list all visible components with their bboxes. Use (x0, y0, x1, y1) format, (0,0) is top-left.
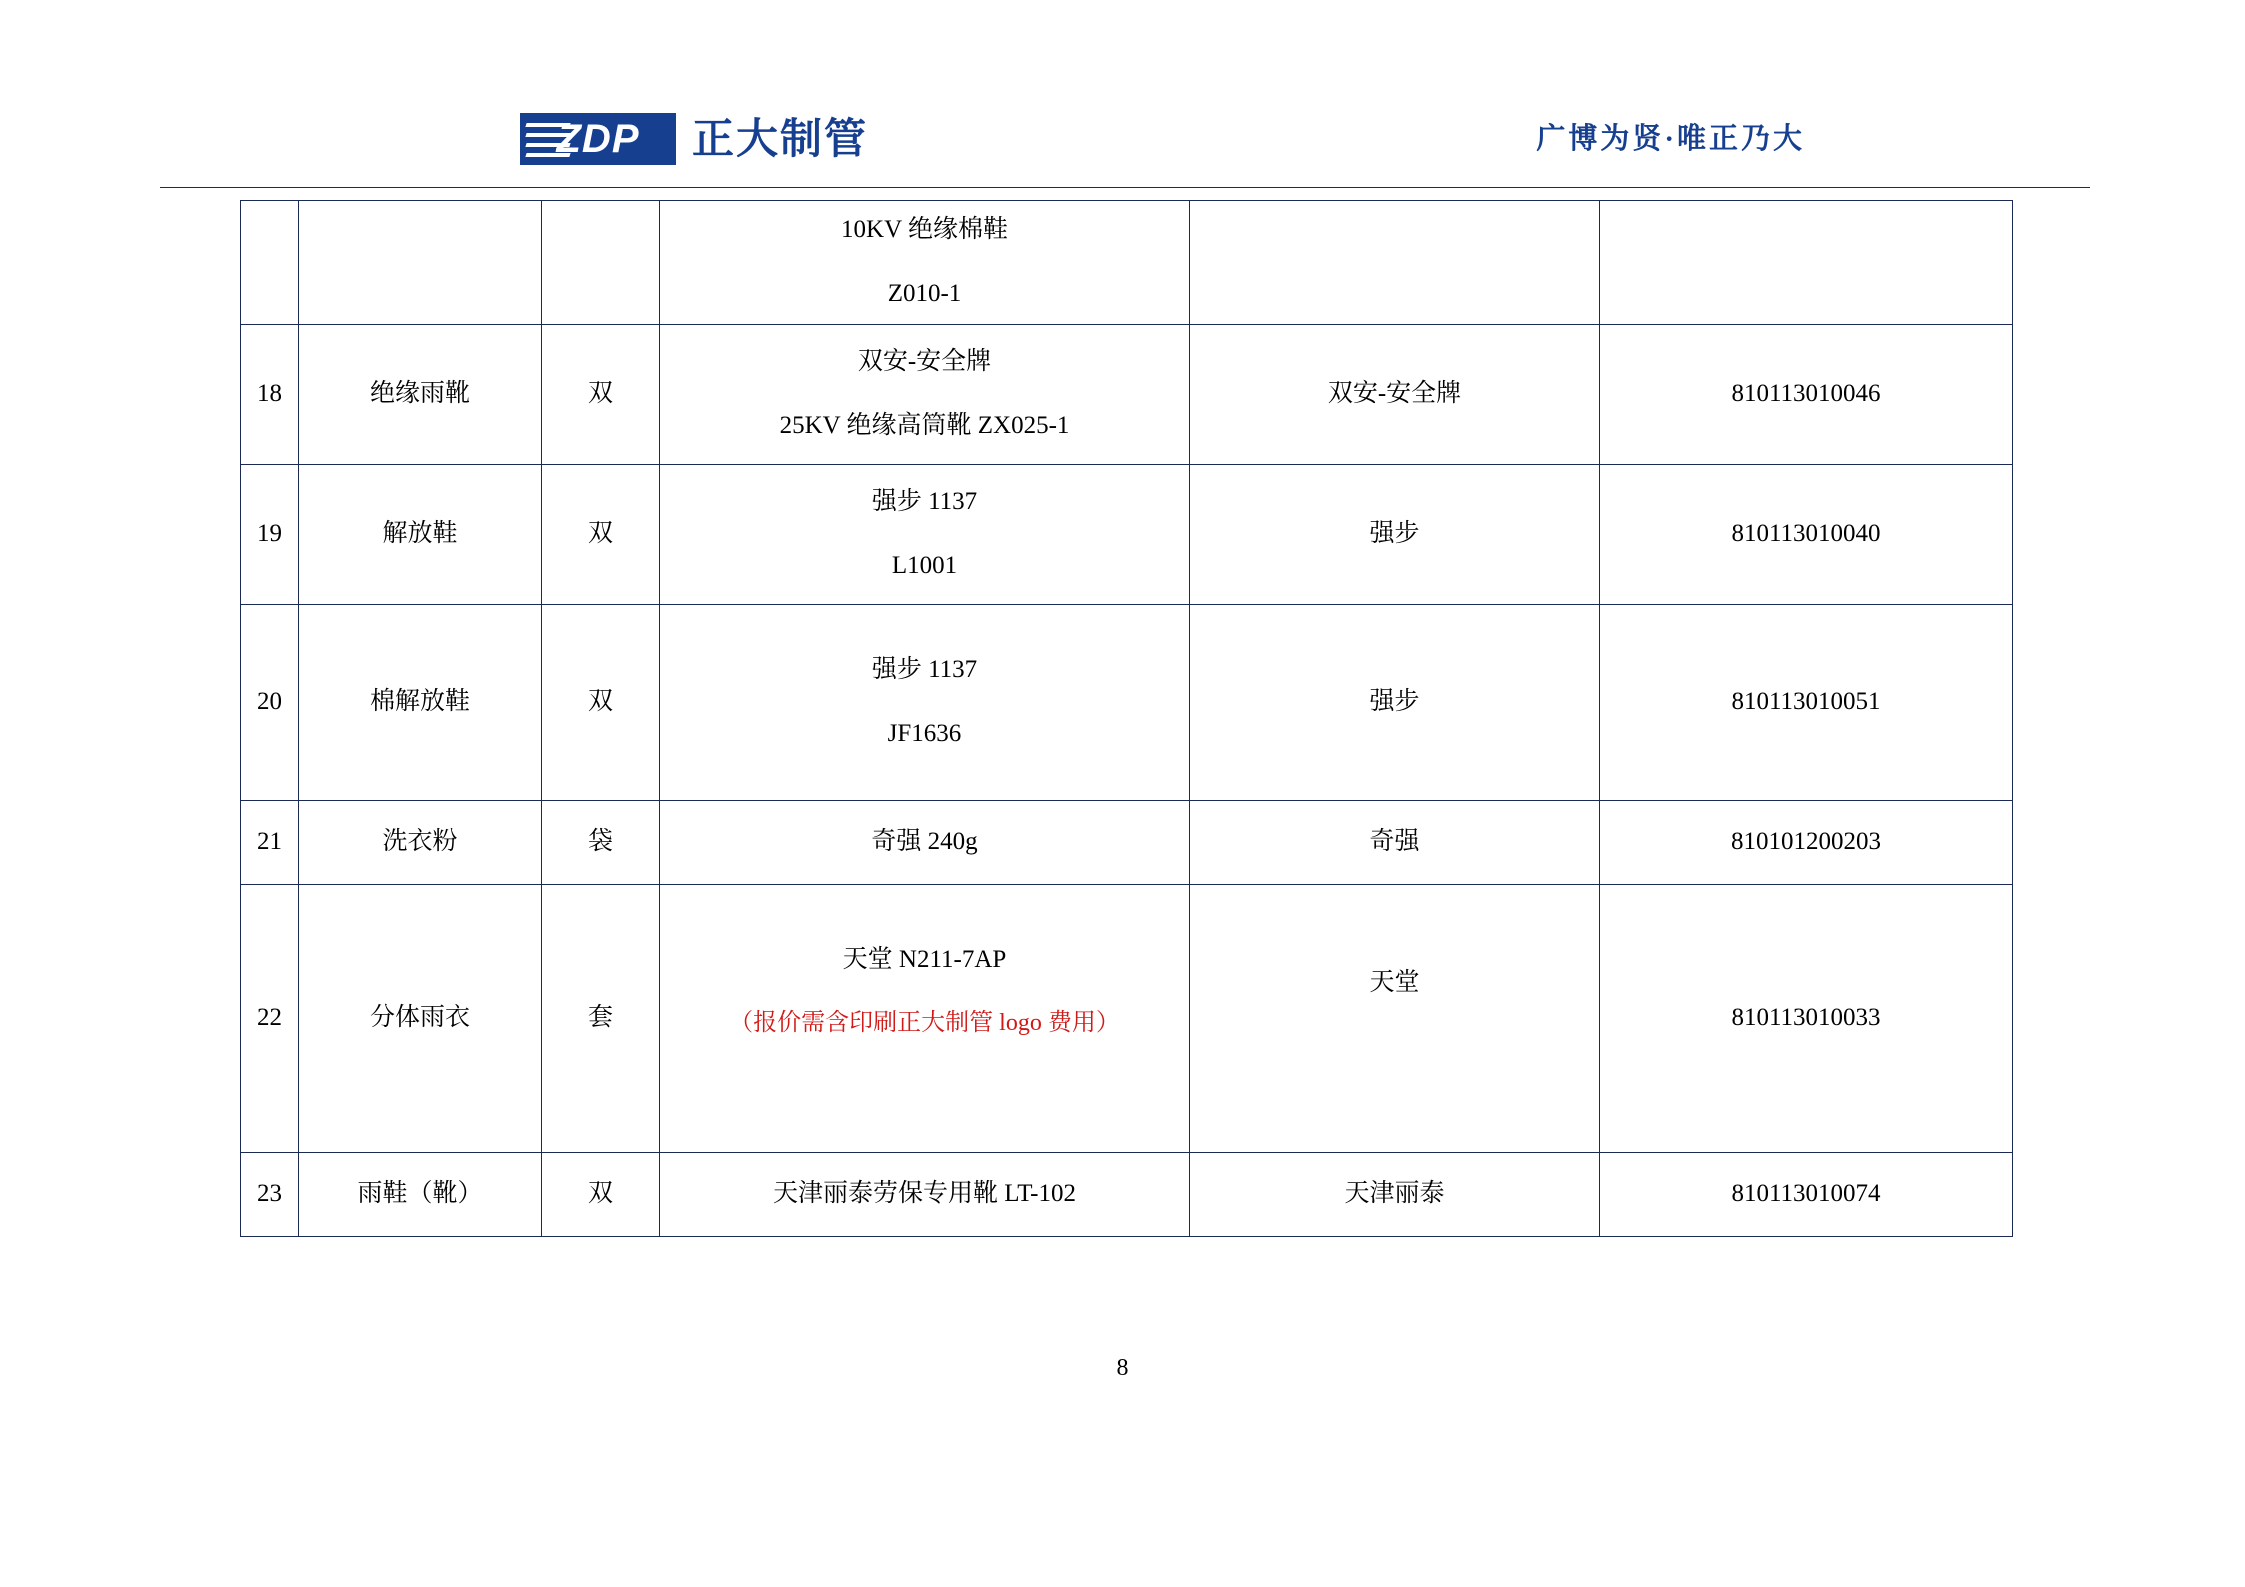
table-row (241, 201, 2013, 325)
spec-line: 强步 1137 (871, 655, 978, 683)
cell-brand: 强步 (1190, 464, 1600, 604)
cell-no: 20 (241, 604, 299, 800)
cell-unit: 双 (542, 1152, 660, 1236)
cell-brand (1190, 884, 1600, 1152)
page-number: 8 (1116, 1355, 1129, 1381)
cell-code: 810101200203 (1600, 800, 2013, 884)
cell-name: 解放鞋 (299, 464, 542, 604)
cell-no: 22 (241, 884, 299, 1152)
cell-code (1600, 201, 2013, 325)
cell-code: 810113010033 (1600, 884, 2013, 1152)
table-row (241, 884, 2013, 1152)
table-row (241, 800, 2013, 884)
cell-unit: 双 (542, 324, 660, 464)
spec-line: 天津丽泰劳保专用靴 LT-102 (772, 1179, 1077, 1207)
items-table (240, 200, 2013, 1237)
table-row (241, 324, 2013, 464)
brand-text: 天堂 (1369, 968, 1420, 996)
logo-mark-text: ZDP (556, 117, 640, 161)
cell-code: 810113010074 (1600, 1152, 2013, 1236)
zdp-logo-icon (520, 113, 676, 165)
cell-code: 810113010040 (1600, 464, 2013, 604)
cell-spec (660, 604, 1190, 800)
cell-code: 810113010051 (1600, 604, 2013, 800)
logo-company-name: 正大制管 (692, 115, 869, 162)
spec-note: （报价需含印刷正大制管 logo 费用） (729, 1009, 1120, 1036)
company-slogan: 广博为贤·唯正乃大 (1536, 123, 1805, 155)
spec-line: JF1636 (887, 720, 962, 747)
cell-unit: 套 (542, 884, 660, 1152)
cell-spec (660, 800, 1190, 884)
cell-name: 棉解放鞋 (299, 604, 542, 800)
spec-line: 奇强 240g (871, 827, 978, 855)
cell-name: 绝缘雨靴 (299, 324, 542, 464)
spec-line: L1001 (891, 552, 958, 579)
cell-no: 18 (241, 324, 299, 464)
cell-code: 810113010046 (1600, 324, 2013, 464)
cell-spec (660, 464, 1190, 604)
cell-name: 分体雨衣 (299, 884, 542, 1152)
spec-line: 10KV 绝缘棉鞋 (841, 216, 1008, 243)
cell-name (299, 201, 542, 325)
table-row (241, 604, 2013, 800)
cell-no: 23 (241, 1152, 299, 1236)
table-row (241, 1152, 2013, 1236)
table-row (241, 464, 2013, 604)
cell-no (241, 201, 299, 325)
cell-unit: 双 (542, 604, 660, 800)
cell-brand: 奇强 (1190, 800, 1600, 884)
cell-spec (660, 201, 1190, 325)
cell-brand: 天津丽泰 (1190, 1152, 1600, 1236)
spec-line: 25KV 绝缘高筒靴 ZX025-1 (779, 412, 1070, 439)
company-logo (520, 108, 868, 170)
cell-unit: 袋 (542, 800, 660, 884)
header-divider (160, 187, 2090, 188)
items-table-container (240, 200, 2012, 1237)
cell-no: 19 (241, 464, 299, 604)
cell-spec (660, 884, 1190, 1152)
page-header (160, 108, 2090, 190)
cell-brand (1190, 201, 1600, 325)
cell-brand: 强步 (1190, 604, 1600, 800)
cell-unit: 双 (542, 464, 660, 604)
spec-line: 天堂 N211-7AP (842, 945, 1007, 973)
cell-brand: 双安-安全牌 (1190, 324, 1600, 464)
cell-name: 雨鞋（靴） (299, 1152, 542, 1236)
cell-unit (542, 201, 660, 325)
spec-line: Z010-1 (887, 280, 962, 308)
cell-spec (660, 1152, 1190, 1236)
cell-no: 21 (241, 800, 299, 884)
spec-line: 双安-安全牌 (857, 347, 992, 375)
cell-name: 洗衣粉 (299, 800, 542, 884)
cell-spec (660, 324, 1190, 464)
spec-line: 强步 1137 (871, 487, 978, 515)
